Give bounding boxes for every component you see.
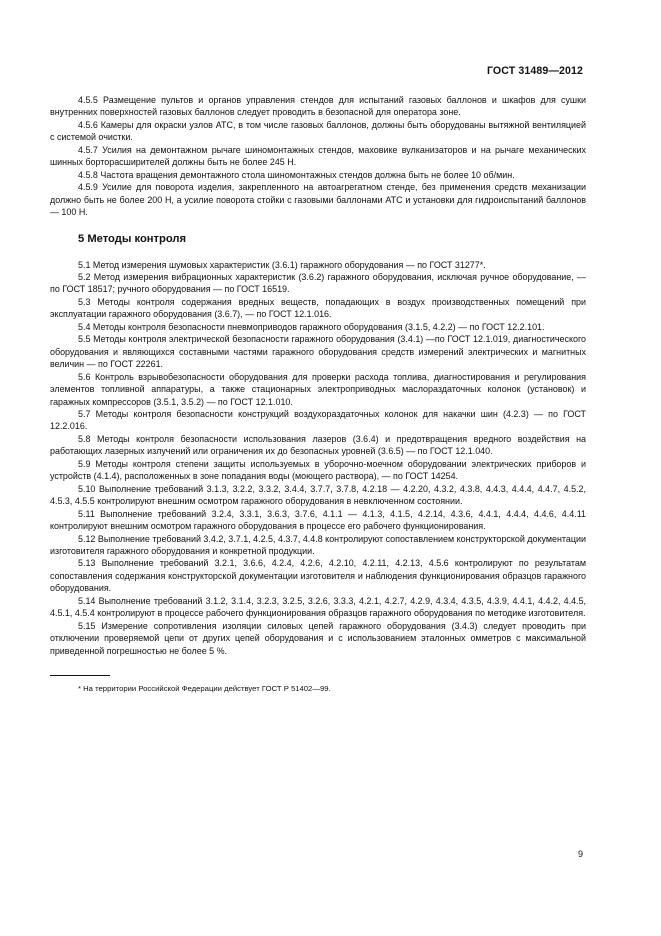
clause-4-5-8: 4.5.8 Частота вращения демонтажного стола шиномонтажных стендов должна быть не более 10 об/мин. bbox=[78, 169, 515, 180]
standard-header: ГОСТ 31489—2012 bbox=[486, 65, 583, 77]
section-heading: 5 Методы контроля bbox=[78, 232, 187, 245]
clause-5-11: 5.11 Выполнение требований 3.2.4, 3.3.1, 3.6.3, 3.7.6, 4.1.1 — 4.1.3, 4.1.5, 4.2.14, 4.3.6, 4.4.1, 4.4.4, 4.4.6, 4.4.11 контролируют внешним осмотром гаражного оборудования в процессе его рабочего функционирования. bbox=[50, 508, 586, 532]
page-body bbox=[50, 94, 586, 694]
clause-5-5: 5.5 Методы контроля электрической безопасности гаражного оборудования (3.4.1) —по ГОСТ 12.1.019, диагностического оборудования и являющихся составными частями гаражного оборудования средств измерений электрических и магнитных величин — по ГОСТ 22261. bbox=[50, 334, 586, 370]
clause-5-2: 5.2 Метод измерения вибрационных характеристик (3.6.2) гаражного оборудования, исключая ручное оборудование, — по ГОСТ 18517; ручного оборудования — по ГОСТ 16519. bbox=[50, 271, 586, 295]
page-number: 9 bbox=[577, 849, 583, 859]
clause-5-10: 5.10 Выполнение требований 3.1.3, 3.2.2, 3.3.2, 3.4.4, 3.7.7, 3.7.8, 4.2.18 — 4.2.20, 4.3.2, 4.3.8, 4.4.3, 4.4.4, 4.4.7, 4.5.2, 4.5.3, 4.5.5 контролируют внешним осмотром гаражного оборудования в невключенном состоянии. bbox=[50, 483, 586, 507]
clause-4-5-6: 4.5.6 Камеры для окраски узлов АТС, в том числе газовых баллонов, должны быть оборудованы вытяжной вентиляцией с системой очистки. bbox=[50, 119, 586, 143]
clause-4-5-5: 4.5.5 Размещение пультов и органов управления стендов для испытаний газовых баллонов и шкафов для сушки внутренних поверхностей газовых баллонов следует проводить в безопасной для оператора зоне. bbox=[50, 95, 586, 118]
clause-5-8: 5.8 Методы контроля безопасности использования лазеров (3.6.4) и предотвращения вредного воздействия на работающих лазерных излучений или ограничения их до безопасных уровней (3.6.5) — по ГОСТ 12.1.040. bbox=[50, 433, 586, 457]
clause-5-6: 5.6 Контроль взрывобезопасности оборудования для проверки расхода топлива, диагностирования и регулирования элементов топливной аппаратуры, а также стационарных электроприводных маслораздаточных колонок (установок) и гаражных компрессоров (3.5.1, 3.5.2) — по ГОСТ 12.1.010. bbox=[50, 371, 586, 407]
clause-5-14: 5.14 Выполнение требований 3.1.2, 3.1.4, 3.2.3, 3.2.5, 3.2.6, 3.3.3, 4.2.1, 4.2.7, 4.2.9, 4.3.4, 4.3.5, 4.3.9, 4.4.1, 4.4.2, 4.4.5, 4.5.1, 4.5.4 контролируют в процессе рабочего функционирования образцов гаражного оборудования по методике изготовителя. bbox=[50, 595, 586, 619]
clause-4-5-7: 4.5.7 Усилия на демонтажном рычаге шиномонтажных стендов, маховике вулканизаторов и на рычаге механических шинных борторасширителей должны быть не более 245 Н. bbox=[50, 144, 586, 168]
clause-5-12: 5.12 Выполнение требований 3.4.2, 3.7.1, 4.2.5, 4.3.7, 4.4.8 контролируют сопоставлением конструкторской документации изготовителя гаражного оборудования и конкретной продукции. bbox=[50, 533, 586, 556]
clause-5-13: 5.13 Выполнение требований 3.2.1, 3.6.6, 4.2.4, 4.2.6, 4.2.10, 4.2.11, 4.2.13, 4.5.6 контролируют по результатам сопоставления содержания конструкторской документации изготовителя и наблюдения функционирования образцов гаражного оборудования. bbox=[50, 558, 586, 594]
clause-5-15: 5.15 Измерение сопротивления изоляции силовых цепей гаражного оборудования (3.4.3) следует проводить при отключении проверяемой цепи от других цепей оборудования и с использованием эталонных омметров с максимальной приведенной погрешностью не более 5 %. bbox=[50, 620, 586, 656]
clause-4-5-9: 4.5.9 Усилие для поворота изделия, закрепленного на автоагрегатном стенде, без применения средств механизации должно быть не более 200 Н, а усилие поворота стойки с газовыми баллонами АТС и установки для гидроиспытаний баллонов — 100 Н. bbox=[50, 182, 586, 218]
clause-5-3: 5.3 Методы контроля содержания вредных веществ, попадающих в воздух производственных помещений при эксплуатации гаражного оборудования (3.6.7), — по ГОСТ 12.1.016. bbox=[50, 296, 586, 320]
clause-5-9: 5.9 Методы контроля степени защиты используемых в уборочно-моечном оборудовании электрических приборов и устройств (4.1.4), расположенных в зоне попадания воды (моющего раствора), — по ГОСТ 14254. bbox=[50, 458, 586, 482]
footnote: * На территории Российской Федерации действует ГОСТ Р 51402—99. bbox=[78, 684, 331, 694]
footnote-divider bbox=[50, 675, 110, 676]
clause-5-7: 5.7 Методы контроля безопасности конструкций воздухораздаточных колонок для накачки шин (4.2.3) — по ГОСТ 12.2.016. bbox=[50, 408, 586, 432]
clause-5-4: 5.4 Методы контроля безопасности пневмоприводов гаражного оборудования (3.1.5, 4.2.2) — по ГОСТ 12.2.101. bbox=[78, 321, 545, 332]
clause-5-1: 5.1 Метод измерения шумовых характеристик (3.6.1) гаражного оборудования — по ГОСТ 31277*. bbox=[78, 259, 486, 270]
